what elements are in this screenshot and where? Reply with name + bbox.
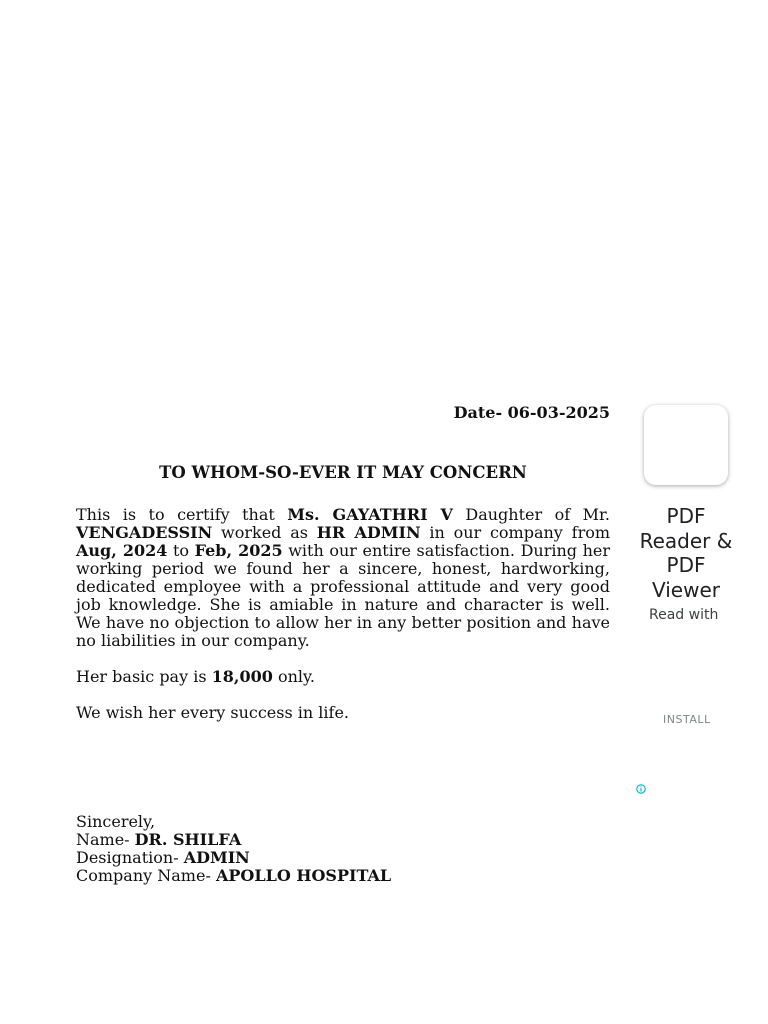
ad-title[interactable]: PDF Reader & PDF Viewer — [639, 504, 733, 602]
letter-heading: TO WHOM-SO-EVER IT MAY CONCERN — [159, 463, 527, 482]
signer-name-label: Name- — [76, 830, 135, 849]
company-name: APOLLO HOSPITAL — [215, 866, 392, 885]
ad-description: Read with — [649, 607, 719, 623]
install-button[interactable]: INSTALL — [663, 713, 711, 726]
closing: Sincerely, — [76, 812, 156, 831]
body-text: in our company from — [420, 523, 611, 542]
father-name: VENGADESSIN — [76, 523, 213, 542]
body-text: worked as — [212, 523, 317, 542]
end-date: Feb, 2025 — [194, 541, 283, 560]
pay-amount: 18,000 — [211, 667, 273, 686]
basic-pay — [76, 668, 315, 686]
employee-name: Ms. GAYATHRI V — [287, 505, 453, 524]
start-date: Aug, 2024 — [76, 541, 168, 560]
signer-name: DR. SHILFA — [134, 830, 242, 849]
signer-name-line — [76, 831, 391, 849]
job-title: HR ADMIN — [316, 523, 421, 542]
pay-suffix: only. — [272, 667, 316, 686]
signature-block — [76, 813, 391, 885]
app-icon[interactable] — [644, 405, 728, 485]
letter-body — [76, 506, 610, 650]
info-icon[interactable] — [636, 784, 646, 794]
company-label: Company Name- — [76, 866, 216, 885]
body-text: This is to certify that — [76, 505, 288, 524]
company-line — [76, 867, 391, 885]
app-ad[interactable] — [634, 400, 744, 800]
body-text: to — [167, 541, 195, 560]
designation: ADMIN — [183, 848, 250, 867]
body-text: Daughter of Mr. — [452, 505, 610, 524]
wish-line: We wish her every success in life. — [76, 703, 349, 722]
pay-prefix: Her basic pay is — [76, 667, 212, 686]
letter-date: Date- 06-03-2025 — [453, 403, 610, 422]
body-text: with our entire satisfaction. During her working period we found her a sincere, honest, hardworking, dedicated employee with a professional attitude and very good job knowledge. She is amiable in nature and character is well. We have no objection to allow her in any better position and have no liabilities in our company. — [76, 541, 611, 650]
designation-label: Designation- — [76, 848, 184, 867]
designation-line — [76, 849, 391, 867]
